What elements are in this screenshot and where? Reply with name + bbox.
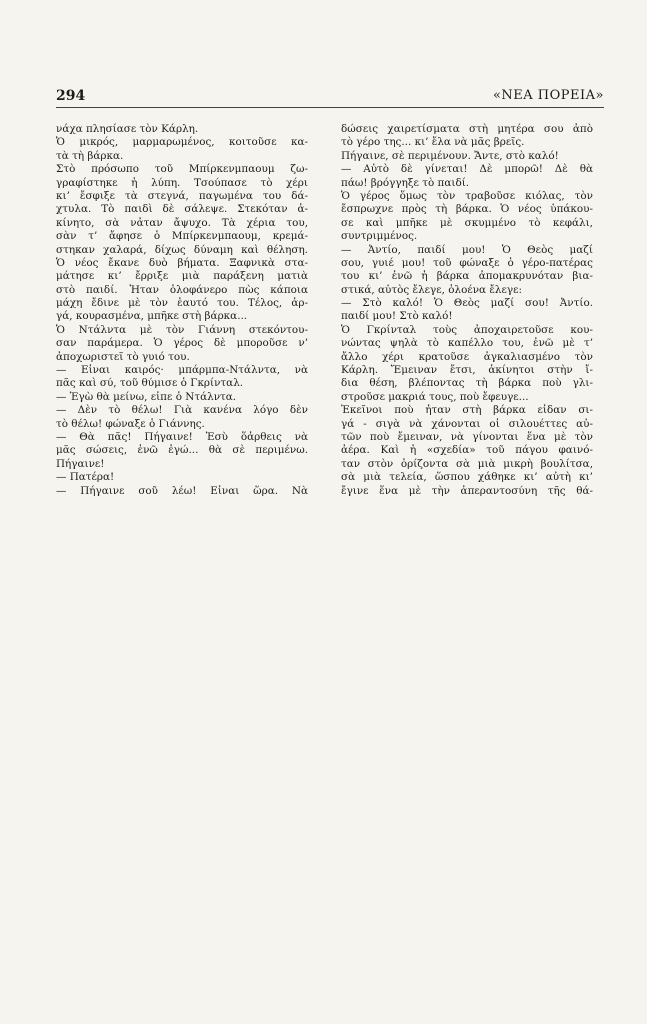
text-line: τὸ θέλω! φώναξε ὁ Γιάννης. <box>56 417 205 430</box>
text-line: ἀέρα. Καὶ ἡ «σχεδία» τοῦ πάγου φαινό- <box>341 444 593 457</box>
text-line: στικά, αὐτὸς ἔλεγε, ὁλοένα ἔλεγε: <box>341 283 522 296</box>
text-line: σὰ μιὰ τελεία, ὥσπου χάθηκε κι’ αὐτὴ κι’ <box>341 471 593 484</box>
text-line: — Δὲν τὸ θέλω! Γιὰ κανένα λόγο δὲν <box>56 404 308 417</box>
page-number: 294 <box>56 88 86 104</box>
text-line: — Αὐτὸ δὲ γίνεται! Δὲ μπορῶ! Δὲ θὰ <box>341 163 593 176</box>
text-line: τὸ γέρο της... κι’ ἔλα νὰ μᾶς βρεῖς. <box>341 136 525 149</box>
text-line: γά - σιγὰ νὰ χάνονται οἱ σιλουέττες αὐ- <box>341 417 593 430</box>
text-line: στὸ παιδί. Ἦταν ὁλοφάνερο πὼς κάποια <box>56 283 308 296</box>
header-rule <box>56 107 604 108</box>
text-line: ἄλλο χέρι κρατοῦσε ἀγκαλιασμένο τὸν <box>341 350 593 363</box>
text-line: νάχα πλησίασε τὸν Κάρλη. <box>56 123 199 135</box>
text-line: σὰν τ’ ἄφησε ὁ Μπίρκενμπαουμ, κρεμά- <box>56 230 308 243</box>
text-line: μᾶς σώσεις, ἐνῶ ἐγώ... θὰ σὲ περιμένω. <box>56 444 308 457</box>
text-line: ἀποχωριστεῖ τὸ γυιό του. <box>56 350 190 363</box>
text-line: Στὸ πρόσωπο τοῦ Μπίρκενμπαουμ ζω- <box>56 163 308 176</box>
text-line: ἔγινε ἕνα μὲ τὴν ἀπεραντοσύνη τῆς θά- <box>341 484 593 497</box>
text-line: — Πήγαινε σοῦ λέω! Εἶναι ὥρα. Νὰ <box>56 484 308 497</box>
text-line: κι’ ἔσφιξε τὰ στεγνά, παγωμένα του δά- <box>56 189 308 202</box>
text-line: Ὁ γέρος ὅμως τὸν τραβοῦσε κιόλας, τὸν <box>341 189 593 202</box>
text-line: σου, γυιέ μου! τοῦ φώναξε ὁ γέρο-πατέρας <box>341 256 593 269</box>
text-line: — Ἐγὼ θὰ μείνω, εἶπε ὁ Ντάλντα. <box>56 390 237 403</box>
running-title: «ΝΕΑ ΠΟΡΕΙΑ» <box>492 88 604 103</box>
text-line: Πήγαινε, σὲ περιμένουν. Ἄντε, στὸ καλό! <box>341 149 559 162</box>
text-line: — Εἶναι καιρός· μπάρμπα-Ντάλντα, νὰ <box>56 364 308 377</box>
text-line: στηκαν χαλαρά, δίχως δύναμη καὶ θέληση. <box>56 243 308 256</box>
text-line: κίνητο, σὰ νἆταν ἄψυχο. Τὰ χέρια του, <box>56 216 308 229</box>
text-line: Ἐκεῖνοι ποὺ ἦταν στὴ βάρκα εἶδαν σι- <box>341 404 593 417</box>
text-line: σαν παράμερα. Ὁ γέρος δὲ μποροῦσε ν’ <box>56 337 308 350</box>
text-line: μάτησε κι’ ἔρριξε μιὰ παράξενη ματιὰ <box>56 270 308 283</box>
text-line: Ὁ Γκρίνταλ τοὺς ἀποχαιρετοῦσε κου- <box>341 323 593 336</box>
text-line: πᾶς καὶ σύ, τοῦ θύμισε ὁ Γκρίνταλ. <box>56 377 244 390</box>
text-line: γά, κουρασμένα, μπῆκε στὴ βάρκα... <box>56 310 248 323</box>
text-line: Ὁ Ντάλντα μὲ τὸν Γιάννη στεκόντου- <box>56 323 308 336</box>
text-line: δώσεις χαιρετίσματα στὴ μητέρα σου ἀπὸ <box>341 123 593 135</box>
text-line: — Πατέρα! <box>56 471 115 484</box>
text-line: — Στὸ καλό! Ὁ Θεὸς μαζί σου! Ἀντίο. <box>341 297 593 310</box>
text-line: μάχη ἔδινε μὲ τὸν ἑαυτό του. Τέλος, ἀρ- <box>56 297 308 310</box>
text-line: του κι’ ἐνῶ ἡ βάρκα ἀπομακρυνόταν βια- <box>341 270 593 283</box>
text-line: σε καὶ μπῆκε μὲ σκυμμένο τὸ κεφάλι, <box>341 216 593 229</box>
text-line: ταν στὸν ὁρίζοντα σὰ μιὰ μικρὴ βουλίτσα, <box>341 457 593 470</box>
text-line: δια θέση, βλέποντας τὴ βάρκα ποὺ γλι- <box>341 377 593 390</box>
text-line: νώντας ψηλὰ τὸ καπέλλο του, ἐνῶ μὲ τ’ <box>341 337 593 350</box>
text-line: — Θὰ πᾶς! Πήγαινε! Ἐσὺ ὅἆρθεις νὰ <box>56 430 308 443</box>
text-line: παιδί μου! Στὸ καλό! <box>341 310 453 323</box>
text-line: πάω! βρόγγηξε τὸ παιδί. <box>341 176 470 189</box>
text-line: συντριμμένος. <box>341 230 418 243</box>
text-line: Πήγαινε! <box>56 457 105 470</box>
text-line: στροῦσε μακριά τους, ποὺ ἔφευγε... <box>341 390 529 403</box>
text-line: γραφίστηκε ἡ λύπη. Τσούπασε τὸ χέρι <box>56 176 308 189</box>
text-line: Ὁ νέος ἔκανε δυὸ βήματα. Ξαφνικὰ στα- <box>56 256 308 269</box>
text-line: ἔσπρωχνε πρὸς τὴ βάρκα. Ὁ νέος ὑπάκου- <box>341 203 593 216</box>
right-text-column <box>341 123 593 498</box>
text-line: τῶν ποὺ ἔμειναν, νὰ γίνονται ἕνα μὲ τὸν <box>341 430 593 443</box>
page-header <box>56 80 604 110</box>
text-line: Κάρλη. Ἔμειναν ἔτσι, ἀκίνητοι στὴν ἴ- <box>341 364 593 377</box>
text-line: — Ἀντίο, παιδί μου! Ὁ Θεὸς μαζί <box>341 243 593 256</box>
text-line: τὰ τὴ βάρκα. <box>56 149 124 162</box>
left-text-column <box>56 123 308 498</box>
text-line: Ὁ μικρός, μαρμαρωμένος, κοιτοῦσε κα- <box>56 136 308 149</box>
text-line: χτυλα. Τὸ παιδὶ δὲ σάλεψε. Στεκόταν ἀ- <box>56 203 308 216</box>
